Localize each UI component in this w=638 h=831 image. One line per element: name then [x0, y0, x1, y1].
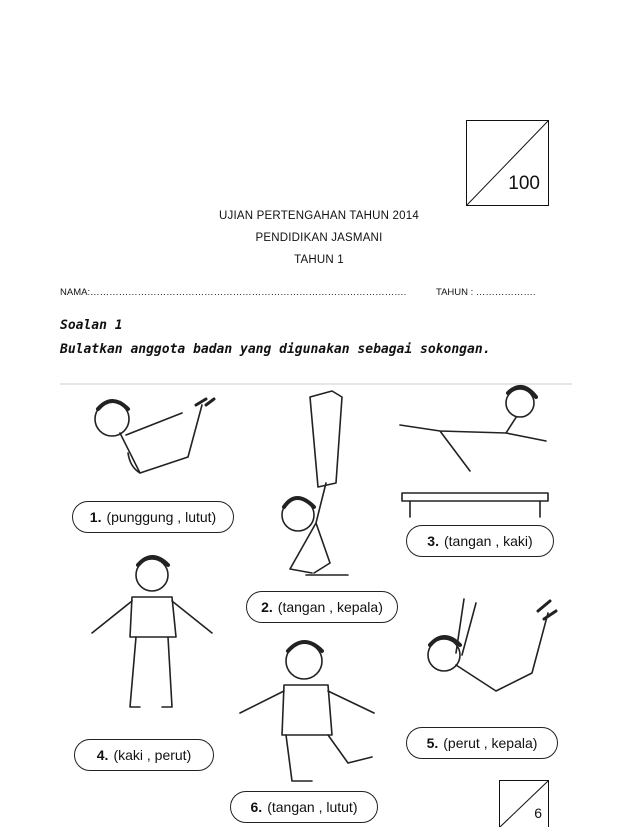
page-number-box	[499, 780, 549, 827]
option-4[interactable]	[74, 739, 214, 771]
option-6-text: (tangan , lutut)	[267, 799, 358, 815]
option-3-text: (tangan , kaki)	[443, 533, 533, 549]
figure-superman	[428, 599, 556, 691]
exam-title: UJIAN PERTENGAHAN TAHUN 2014	[219, 210, 419, 222]
grade-title: TAHUN 1	[294, 254, 344, 266]
option-2-text: (tangan , kepala)	[277, 599, 383, 615]
year-field[interactable]: TAHUN : ……………….	[436, 287, 536, 298]
option-6-number: 6.	[250, 799, 263, 815]
max-score: 100	[508, 173, 540, 194]
figure-handstand	[282, 391, 348, 575]
exercise-illustrations	[60, 383, 572, 826]
name-field[interactable]: NAMA:……………………………………………………………………………………….	[60, 287, 407, 298]
option-2-number: 2.	[261, 599, 273, 615]
question-heading: Soalan 1	[60, 318, 123, 333]
figure-jump	[92, 557, 212, 707]
option-5-number: 5.	[426, 735, 439, 751]
option-1-text: (punggung , lutut)	[106, 509, 217, 525]
subject-title: PENDIDIKAN JASMANI	[255, 232, 383, 244]
option-5[interactable]	[406, 727, 558, 759]
score-box	[466, 120, 549, 206]
option-2[interactable]	[246, 591, 398, 623]
figure-balance	[400, 387, 548, 517]
option-3-number: 3.	[427, 533, 439, 549]
option-4-number: 4.	[96, 747, 109, 763]
option-5-text: (perut , kepala)	[443, 735, 538, 751]
figure-kneel	[240, 642, 374, 781]
option-4-text: (kaki , perut)	[113, 747, 192, 763]
option-1[interactable]	[72, 501, 234, 533]
figure-v-sit	[95, 399, 214, 473]
option-1-number: 1.	[89, 509, 102, 525]
option-6[interactable]	[230, 791, 378, 823]
page-number: 6	[534, 805, 542, 821]
option-3[interactable]	[406, 525, 554, 557]
question-instruction: Bulatkan anggota badan yang digunakan sebagai sokongan.	[60, 342, 491, 357]
